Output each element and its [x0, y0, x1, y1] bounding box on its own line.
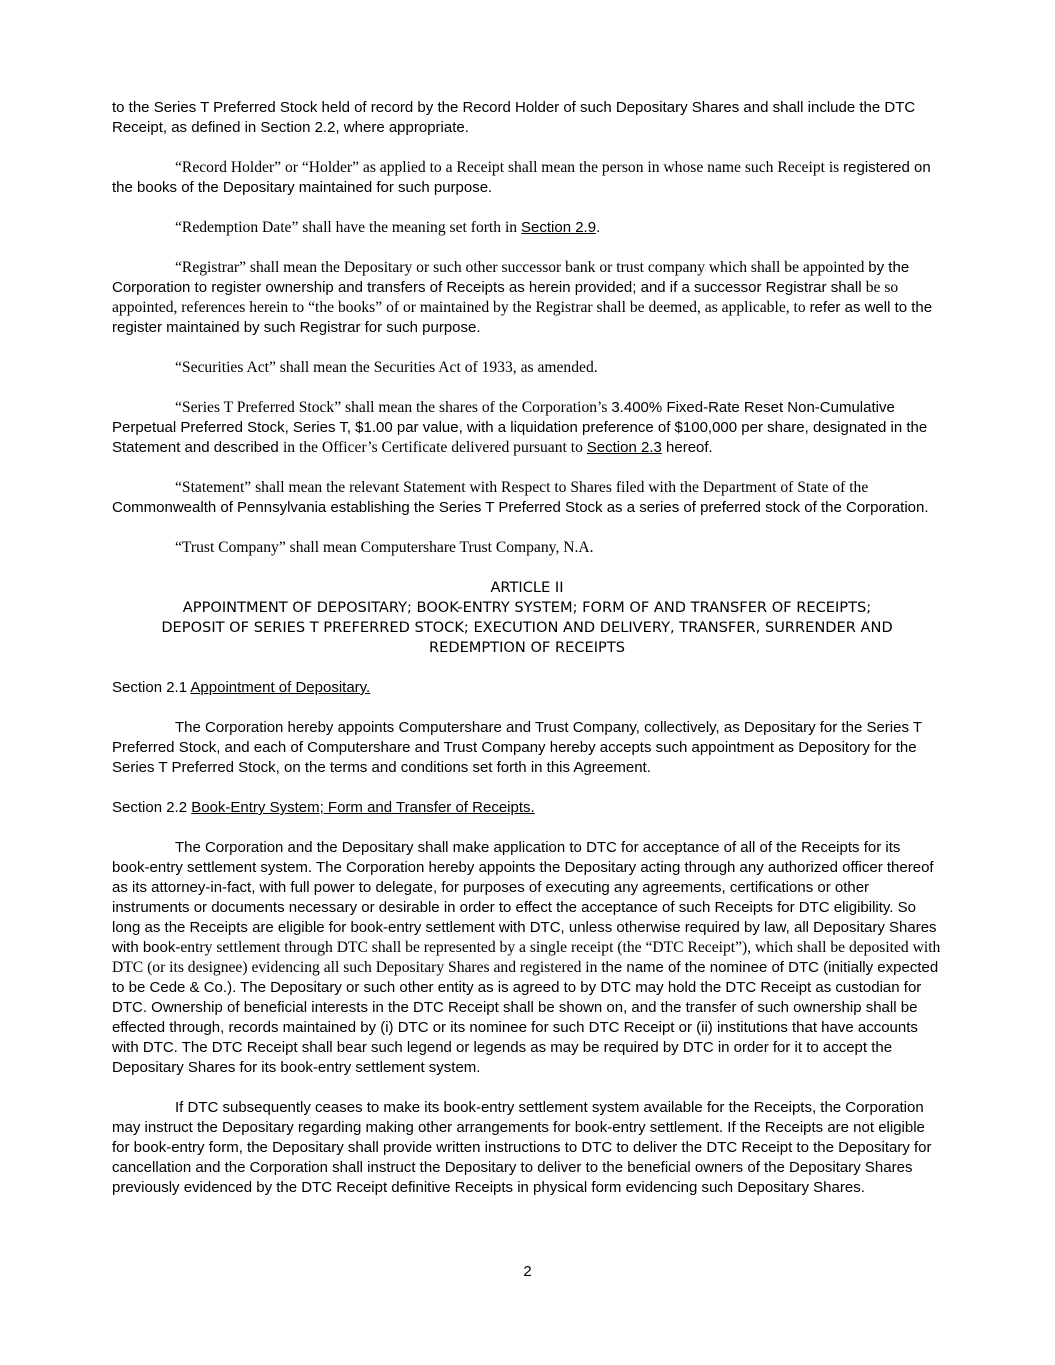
page-number: 2 [523, 1263, 532, 1280]
definition-registrar [112, 258, 942, 338]
definition-text: 3.400% Fixed-Rate Reset Non-Cumulative Perpetual Preferred Stock, Series T, $1.00 par value, with a liquidation preference of $100,000 per share, designated in the Statement and described [112, 399, 928, 456]
definition-redemption-date [112, 218, 942, 238]
section-heading-2-1 [112, 678, 942, 698]
section-number: Section 2.1 [112, 679, 191, 696]
definition-text: in the Officer’s Certificate delivered pursuant to [282, 439, 587, 456]
section-body-2-1: The Corporation hereby appoints Computershare and Trust Company, collectively, as Depositary for the Series T Preferred Stock, and each of Computershare and Trust Company hereby accepts such appointment as Depository for the Series T Preferred Stock, on the terms and conditions set forth in this Agreement. [112, 719, 922, 776]
section-text: the name of the nominee of DTC (initially expected to be Cede & Co.). The Depositary or such other entity as is agreed to by DTC may hold the DTC Receipt as custodian for DTC. Ownership of beneficial interests in the DTC Receipt shall be shown on, and the transfer of such ownership shall be effected through, records maintained by (i) DTC or its nominee for such DTC Receipt or (ii) institutions that have accounts with DTC. The DTC Receipt shall bear such legend or legends as may be required by DTC in order for it to accept the Depositary Shares for its book-entry settlement system. [112, 959, 939, 1076]
definition-text: hereof. [661, 439, 713, 456]
definition-text: be so appointed, references herein to “the books” of or maintained by the Registrar shall be deemed, as applicable, to [112, 279, 899, 316]
definition-text: refer as well to the register maintained by such Registrar for such purpose. [112, 299, 933, 336]
article-title-line: DEPOSIT OF SERIES T PREFERRED STOCK; EXECUTION AND DELIVERY, TRANSFER, SURRENDER AND [161, 619, 893, 636]
section-reference-link: Section 2.3 [586, 439, 662, 456]
definition-record-holder [112, 158, 942, 198]
definition-series-t [112, 398, 942, 458]
section-body-2-2 [112, 838, 942, 1078]
section-text: entry settlement through DTC shall be represented by a single receipt (the “DTC Receipt”), which shall be deposited with DTC (or its designee) evidencing all such Depositary Shares and registered in [112, 939, 941, 976]
definition-statement [112, 478, 942, 518]
article-title-line: REDEMPTION OF RECEIPTS [428, 639, 626, 656]
definition-text: registered on the books of the Depositary maintained for such purpose. [112, 159, 931, 196]
section-reference-link: Section 2.9 [521, 219, 597, 236]
definition-text: “Statement” shall mean the relevant Statement with Respect to Shares filed with the Department of State of the [175, 479, 869, 496]
definition-text: “Redemption Date” shall have the meaning set forth in [175, 219, 521, 236]
section-body-2-2-continued: If DTC subsequently ceases to make its book-entry settlement system available for the Receipts, the Corporation may instruct the Depositary regarding making other arrangements for book-entry settlement. If the Receipts are not eligible for book-entry form, the Depositary shall provide written instructions to DTC to deliver the DTC Receipt to the Depositary for cancellation and the Corporation shall instruct the Depositary to deliver to the beneficial owners of the Depositary Shares previously evidenced by the DTC Receipt definitive Receipts in physical form evidencing such Depositary Shares. [112, 1099, 932, 1196]
definition-securities-act: “Securities Act” shall mean the Securities Act of 1933, as amended. [175, 359, 598, 376]
definition-text: “Record Holder” or “Holder” as applied to a Receipt shall mean the person in whose name such Receipt is [175, 159, 844, 176]
definition-text: . [596, 219, 601, 236]
definition-text: Commonwealth of Pennsylvania establishing the Series T Preferred Stock as a series of preferred stock of the Corporation. [112, 499, 929, 516]
section-text: The Corporation and the Depositary shall make application to DTC for acceptance of all of the Receipts for its book-entry settlement system. The Corporation hereby appoints the Depositary acting through any authorized officer thereof as its attorney-in-fact, with full power to delegate, for purposes of executing any agreements, certifications or other instruments or documents necessary or desirable in order to effect the acceptance of such Receipts for DTC eligibility. So long as the Receipts are eligible for book-entry settlement with DTC, unless otherwise required by law, all Depositary Shares with book- [112, 839, 937, 956]
definition-text: “Registrar” shall mean the Depositary or such other successor bank or trust company which shall be appointed [175, 259, 869, 276]
definition-text: by the Corporation to register ownership and transfers of Receipts as herein provided; and if a successor Registrar shall [112, 259, 910, 296]
article-title-line: APPOINTMENT OF DEPOSITARY; BOOK-ENTRY SYSTEM; FORM OF AND TRANSFER OF RECEIPTS; [182, 599, 872, 616]
article-heading [112, 578, 942, 658]
section-title: Book-Entry System; Form and Transfer of Receipts. [191, 799, 535, 816]
section-title: Appointment of Depositary. [190, 679, 371, 696]
paragraph-continuation: to the Series T Preferred Stock held of record by the Record Holder of such Depositary Shares and shall include the DTC Receipt, as defined in Section 2.2, where appropriate. [112, 99, 916, 136]
definition-trust-company: “Trust Company” shall mean Computershare Trust Company, N.A. [175, 539, 594, 556]
section-number: Section 2.2 [112, 799, 192, 816]
article-label: ARTICLE II [490, 579, 564, 596]
section-heading-2-2 [112, 798, 942, 818]
definition-text: “Series T Preferred Stock” shall mean the shares of the Corporation’s [175, 399, 612, 416]
page-body [112, 98, 942, 1218]
